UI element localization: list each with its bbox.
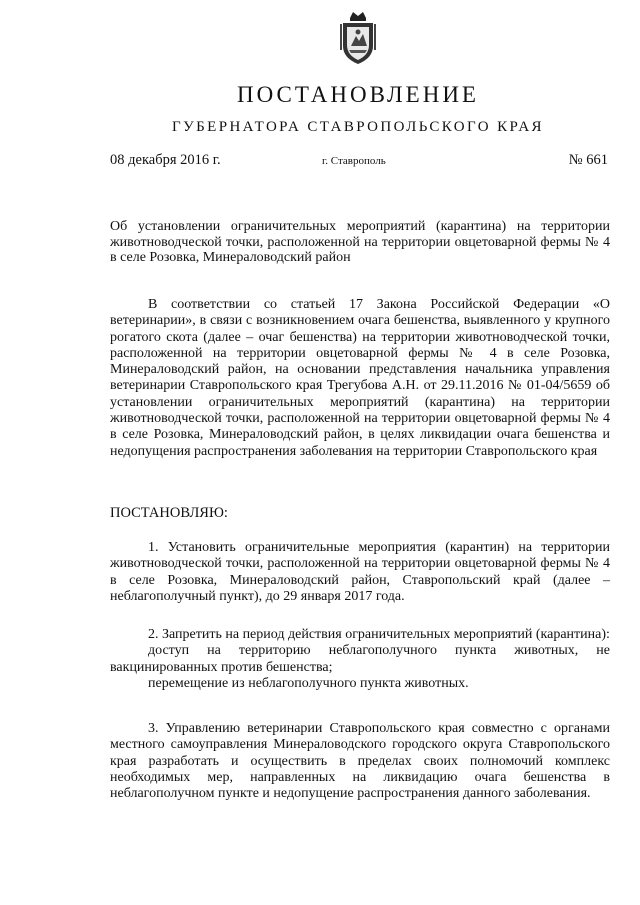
document-date: 08 декабря 2016 г.: [110, 152, 221, 168]
coat-of-arms-icon: [339, 10, 377, 66]
item-1: [110, 540, 610, 605]
item-3: [110, 721, 610, 802]
document-heading: Об установлении ограничительных мероприятий (карантина) на территории животноводческой точки, расположенной на территории овцетоварной фермы № 4 в селе Розовка, Минераловодский район: [110, 219, 610, 265]
preamble-text: В соответствии со статьей 17 Закона Российской Федерации «О ветеринарии», в связи с возникновением очага бешенства, выявленного у крупного рогатого скота (далее – очаг бешенства) на территории животноводческой точки, расположенной на территории овцетоварной фермы № 4 в селе Розовка, Минераловодский район, на основании представления начальника управления ветеринарии Ставропольского края Трегубова А.Н. от 29.11.2016 № 01-04/5659 об установлении ограничительных мероприятий (карантина) на территории животноводческой точки, расположенной на территории овцетоварной фермы № 4 в селе Розовка, Минераловодский район, в целях ликвидации очага бешенства и недопущения распространения заболевания на территории Ставропольского края: [110, 297, 610, 459]
item-3-text: 3. Управлению ветеринарии Ставропольского края совместно с органами местного самоуправления Минераловодского городского округа Ставропольского края разработать и осуществить в пределах своих полномочий комплекс необходимых мер, направленных на ликвидацию очага бешенства в неблагополучном пункте и недопущение распространения данного заболевания.: [110, 721, 610, 802]
item-1-text: 1. Установить ограничительные мероприятия (карантин) на территории животноводческой точки, расположенной на территории овцетоварной фермы № 4 в селе Розовка, Минераловодский район, Ставропольский край (далее – неблагополучный пункт), до 29 января 2017 года.: [110, 540, 610, 604]
preamble-paragraph: [110, 297, 610, 460]
document-number: № 661: [568, 152, 608, 168]
item-2-subitem-b: перемещение из неблагополучного пункта животных.: [148, 675, 469, 691]
document-city: г. Ставрополь: [322, 155, 386, 167]
item-2-intro: 2. Запретить на период действия ограничительных мероприятий (карантина):: [148, 627, 610, 642]
document-title: ПОСТАНОВЛЕНИЕ: [237, 82, 479, 107]
item-2: [110, 627, 610, 692]
document-subtitle: ГУБЕРНАТОРА СТАВРОПОЛЬСКОГО КРАЯ: [172, 119, 544, 135]
decree-word: ПОСТАНОВЛЯЮ:: [110, 505, 228, 521]
item-2-subitem-a: доступ на территорию неблагополучного пункта животных, не вакцинированных против бешенства;: [110, 643, 610, 675]
